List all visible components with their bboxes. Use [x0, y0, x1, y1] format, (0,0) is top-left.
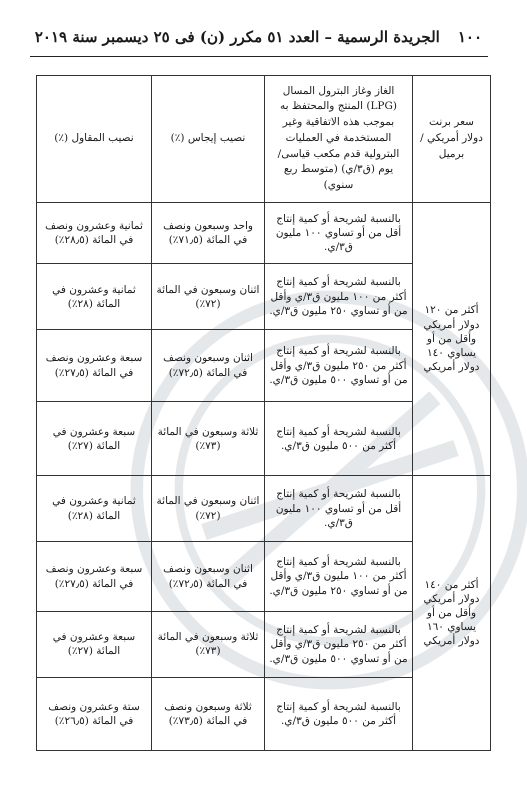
header-egas: نصيب إيجاس (٪)	[152, 76, 265, 203]
contractor-cell: سبعة وعشرون في المائة (٢٧٪)	[37, 612, 152, 678]
page-number: ١٠٠	[457, 28, 482, 46]
table-row	[37, 476, 491, 542]
lpg-cell: بالنسبة لشريحة أو كمية إنتاج أكثر من ١٠٠ مليون ق٣/ي وأقل من أو تساوي ٢٥٠ مليون ق٣/ي.	[265, 264, 413, 330]
header-contractor: نصيب المقاول (٪)	[37, 76, 152, 203]
lpg-cell: بالنسبة لشريحة أو كمية إنتاج أقل من أو تساوي ١٠٠ مليون ق٣/ي.	[265, 202, 413, 264]
price-range-cell: أكثر من ١٢٠ دولار أمريكي وأقل من أو يساوي ١٤٠ دولار أمريكي	[413, 202, 491, 476]
lpg-cell: بالنسبة لشريحة أو كمية إنتاج أكثر من ٥٠٠ مليون ق٣/ي.	[265, 402, 413, 476]
production-sharing-table	[36, 75, 491, 751]
gazette-title: الجريدة الرسمية – العدد ٥١ مكرر (ن) فى ٢٥ ديسمبر سنة ٢٠١٩	[34, 28, 440, 46]
contractor-cell: ثمانية وعشرون في المائة (٢٨٪)	[37, 264, 152, 330]
contractor-cell: سبعة وعشرون في المائة (٢٧٪)	[37, 402, 152, 476]
contractor-cell: سبعة وعشرون ونصف في المائة (٢٧٫٥٪)	[37, 542, 152, 612]
egas-cell: ثلاثة وسبعون في المائة (٧٣٪)	[152, 402, 265, 476]
table-header-row	[37, 76, 491, 203]
price-range-cell: أكثر من ١٤٠ دولار أمريكي وأقل من أو يساوي ١٦٠ دولار أمريكي	[413, 476, 491, 751]
header-divider	[30, 56, 488, 57]
contractor-cell: ثمانية وعشرون ونصف في المائة (٢٨٫٥٪)	[37, 202, 152, 264]
lpg-cell: بالنسبة لشريحة أو كمية إنتاج أكثر من ٢٥٠ مليون ق٣/ي وأقل من أو تساوي ٥٠٠ مليون ق٣/ي.	[265, 330, 413, 402]
lpg-cell: بالنسبة لشريحة أو كمية إنتاج أقل من أو تساوي ١٠٠ مليون ق٣/ي.	[265, 476, 413, 542]
egas-cell: اثنان وسبعون ونصف في المائة (٧٢٫٥٪)	[152, 542, 265, 612]
egas-cell: واحد وسبعون ونصف في المائة (٧١٫٥٪)	[152, 202, 265, 264]
header-lpg: الغاز وغاز البترول المسال (LPG) المنتج والمحتفظ به بموجب هذه الاتفاقية وغير المستخدمة في العمليات البترولية قدم مكعب قياسى/ يوم (ق٣/ي) (متوسط ربع سنوي)	[265, 76, 413, 203]
egas-cell: اثنان وسبعون في المائة (٧٢٪)	[152, 264, 265, 330]
lpg-cell: بالنسبة لشريحة أو كمية إنتاج أكثر من ١٠٠ مليون ق٣/ي وأقل من أو تساوي ٢٥٠ مليون ق٣/ي.	[265, 542, 413, 612]
egas-cell: ثلاثة وسبعون ونصف في المائة (٧٣٫٥٪)	[152, 677, 265, 750]
header-price: سعر برنت دولار أمريكي / برميل	[413, 76, 491, 203]
contractor-cell: ستة وعشرون ونصف في المائة (٢٦٫٥٪)	[37, 677, 152, 750]
egas-cell: ثلاثة وسبعون في المائة (٧٣٪)	[152, 612, 265, 678]
egas-cell: اثنان وسبعون في المائة (٧٢٪)	[152, 476, 265, 542]
lpg-cell: بالنسبة لشريحة أو كمية إنتاج أكثر من ٢٥٠ مليون ق٣/ي وأقل من أو تساوي ٥٠٠ مليون ق٣/ي.	[265, 612, 413, 678]
lpg-cell: بالنسبة لشريحة أو كمية إنتاج أكثر من ٥٠٠ مليون ق٣/ي.	[265, 677, 413, 750]
page-header	[36, 22, 482, 52]
contractor-cell: ثمانية وعشرون في المائة (٢٨٪)	[37, 476, 152, 542]
contractor-cell: سبعة وعشرون ونصف في المائة (٢٧٫٥٪)	[37, 330, 152, 402]
egas-cell: اثنان وسبعون ونصف في المائة (٧٢٫٥٪)	[152, 330, 265, 402]
table-row	[37, 202, 491, 264]
